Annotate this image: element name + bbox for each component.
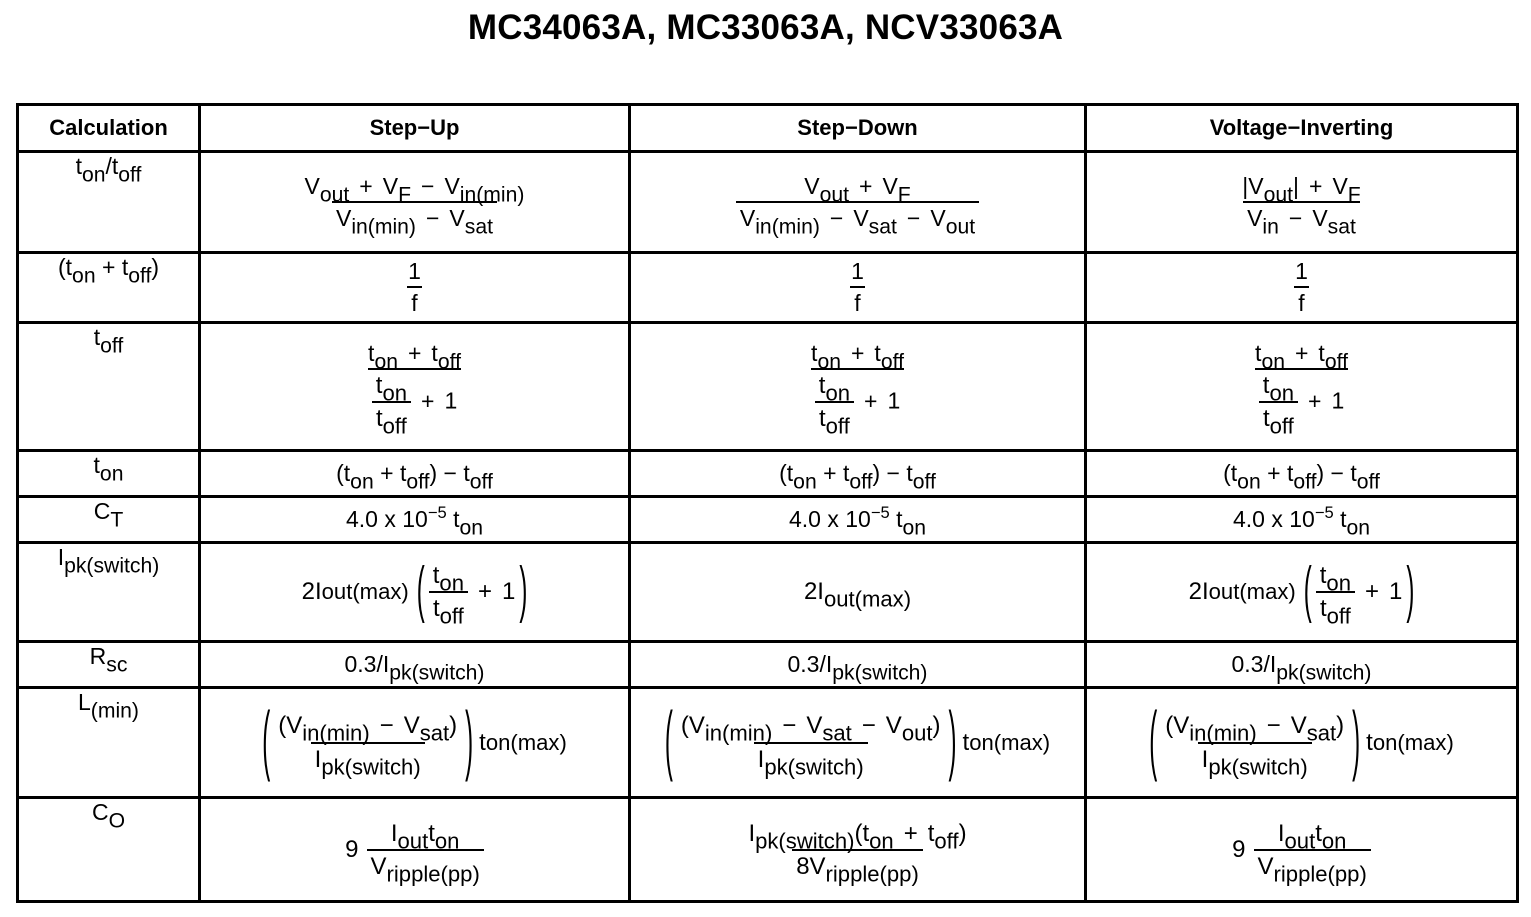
header-row [18, 105, 1518, 152]
row-label: $t_{off}$ [18, 323, 200, 451]
step-up-formula: 9 $\frac{I_{out}t_{on}}{V_{ripple(pp)}}$ [200, 798, 630, 902]
step-up-formula: $(t_{on} + t_{off}) - t_{off}$ [200, 450, 630, 496]
step-down-formula: $(t_{on} + t_{off}) - t_{off}$ [630, 450, 1086, 496]
row-period [18, 252, 1518, 322]
inverting-formula: $t_{on} + t_{off}$ $\frac{t_{on}}{t_{off}}$ + 1 [1086, 323, 1518, 451]
step-down-formula: $0.3/I_{pk(switch)}$ [630, 641, 1086, 687]
design-calculation-table [16, 103, 1519, 903]
step-down-formula: $2I_{out(max)}$ [630, 543, 1086, 641]
inverting-formula: 2I out(max) ( $\frac{t_{on}}{t_{off}}$ + 1 ) [1086, 543, 1518, 641]
step-up-formula: $\frac{1}{f}$ [200, 252, 630, 322]
row-label: $R_{sc}$ [18, 641, 200, 687]
step-up-formula: 4.0 x $10^{-5}$ $t_{on}$ [200, 496, 630, 542]
step-up-formula: $\frac{V_{out} + V_F - V_{in(min)}}{V_{in(min)} - V_{sat}}$ [200, 152, 630, 253]
step-up-formula: 2I out(max) ( $\frac{t_{on}}{t_{off}}$ + 1 ) [200, 543, 630, 641]
row-label: $(t_{on} + t_{off})$ [18, 252, 200, 322]
inverting-formula: $0.3/I_{pk(switch)}$ [1086, 641, 1518, 687]
row-label: $t_{on}$ [18, 450, 200, 496]
row-label: $C_T$ [18, 496, 200, 542]
header-step-up: Step−Up [200, 105, 630, 152]
row-label: $I_{pk(switch)}$ [18, 543, 200, 641]
step-down-formula: $\frac{1}{f}$ [630, 252, 1086, 322]
inverting-formula: 4.0 x $10^{-5}$ $t_{on}$ [1086, 496, 1518, 542]
row-rsc [18, 641, 1518, 687]
row-ct [18, 496, 1518, 542]
inverting-formula: $(t_{on} + t_{off}) - t_{off}$ [1086, 450, 1518, 496]
row-ton [18, 450, 1518, 496]
step-down-formula: $\frac{V_{out} + V_F}{V_{in(min)} - V_{sat} - V_{out}}$ [630, 152, 1086, 253]
step-up-formula: $t_{on} + t_{off}$ $\frac{t_{on}}{t_{off}}$ + 1 [200, 323, 630, 451]
step-down-formula: 4.0 x $10^{-5}$ $t_{on}$ [630, 496, 1086, 542]
inverting-formula: $\frac{|V_{out}| + V_F}{V_{in} - V_{sat}}$ [1086, 152, 1518, 253]
inverting-formula: 9 $\frac{I_{out}t_{on}}{V_{ripple(pp)}}$ [1086, 798, 1518, 902]
step-up-formula: ( $\frac{(V_{in(min)} - V_{sat})}{I_{pk(switch)}}$ ) t on(max) [200, 687, 630, 798]
row-co [18, 798, 1518, 902]
step-down-formula: $t_{on} + t_{off}$ $\frac{t_{on}}{t_{off}}$ + 1 [630, 323, 1086, 451]
inverting-formula: ( $\frac{(V_{in(min)} - V_{sat})}{I_{pk(switch)}}$ ) t on(max) [1086, 687, 1518, 798]
step-up-formula: $0.3/I_{pk(switch)}$ [200, 641, 630, 687]
row-label: $t_{on}/t_{off}$ [18, 152, 200, 253]
step-down-formula: $\frac{I_{pk(switch)}(t_{on} + t_{off})}{8V_{ripple(pp)}}$ [630, 798, 1086, 902]
row-lmin [18, 687, 1518, 798]
row-label: $L_{(min)}$ [18, 687, 200, 798]
row-label: $C_O$ [18, 798, 200, 902]
header-step-down: Step−Down [630, 105, 1086, 152]
row-toff [18, 323, 1518, 451]
inverting-formula: $\frac{1}{f}$ [1086, 252, 1518, 322]
header-calculation: Calculation [18, 105, 200, 152]
row-ipk [18, 543, 1518, 641]
step-down-formula: ( $\frac{(V_{in(min)} - V_{sat} - V_{out})}{I_{pk(switch)}}$ ) t on(max) [630, 687, 1086, 798]
row-ton-toff-ratio [18, 152, 1518, 253]
header-voltage-inverting: Voltage−Inverting [1086, 105, 1518, 152]
page-title: MC34063A, MC33063A, NCV33063A [467, 8, 1064, 47]
